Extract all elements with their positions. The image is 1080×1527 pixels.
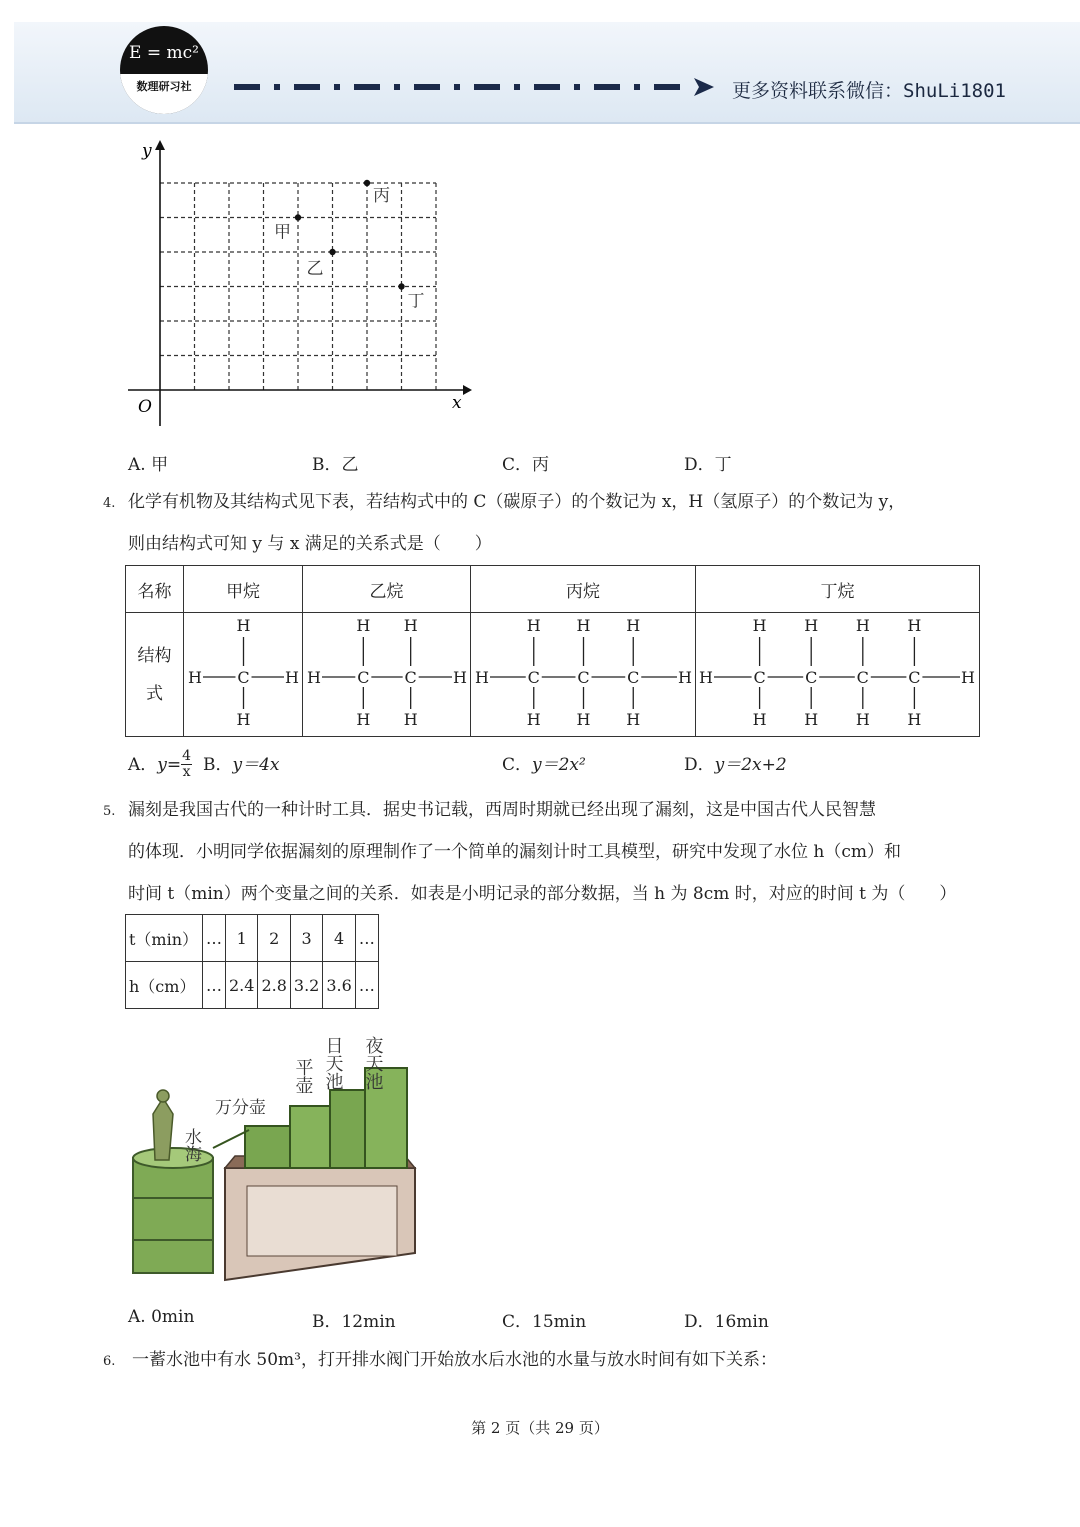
- data-point: [295, 214, 301, 220]
- hydrogen-atom: H: [753, 710, 768, 729]
- header-ethane: 乙烷: [303, 566, 471, 613]
- table-cell: t（min）: [126, 915, 203, 962]
- clepsydra-illustration: [125, 1018, 425, 1286]
- carbon-atom: C: [908, 668, 922, 687]
- hydrogen-atom: H: [625, 710, 640, 729]
- table-cell: 4: [323, 915, 355, 962]
- data-point: [329, 249, 335, 255]
- table-cell: …: [203, 962, 226, 1009]
- label-flat-pot: 平壶: [292, 1058, 314, 1094]
- hydrogen-atom: H: [753, 616, 768, 635]
- q5-text-line3: 时间 t（min）两个变量之间的关系．如表是小明记录的部分数据，当 h 为 8cm 时，对应的时间 t 为（ ）: [128, 884, 957, 904]
- page-footer: 第 2 页（共 29 页）: [471, 1419, 609, 1437]
- q4-option-c-label: C．: [502, 755, 533, 775]
- hydrogen-atom: H: [284, 668, 299, 687]
- carbon-atom: C: [356, 668, 369, 687]
- logo-formula: E = mc²: [129, 43, 199, 63]
- q4-text-line1: 化学有机物及其结构式见下表，若结构式中的 C（碳原子）的个数记为 x，H（氢原子）的个数记为 y，: [128, 492, 906, 512]
- hydrogen-atom: H: [403, 710, 418, 729]
- q4-option-b[interactable]: [203, 750, 280, 775]
- fraction-numerator: 4: [182, 748, 192, 764]
- q4-option-c[interactable]: [502, 750, 586, 775]
- origin-label: O: [138, 397, 152, 417]
- x-axis-arrow: [463, 385, 472, 395]
- q5-number: 5.: [103, 804, 116, 819]
- hydrogen-atom: H: [452, 668, 467, 687]
- structure-label-1: 结构: [137, 645, 172, 666]
- label-night-pool: 夜天池: [362, 1036, 384, 1090]
- carbon-atom: C: [857, 668, 870, 687]
- hydrogen-atom: H: [236, 710, 251, 729]
- table-cell: …: [203, 915, 226, 962]
- header-methane: 甲烷: [184, 566, 303, 613]
- coordinate-chart: [118, 136, 478, 426]
- point-label: 乙: [306, 259, 324, 279]
- q4-text-line2: 则由结构式可知 y 与 x 满足的关系式是（ ）: [128, 534, 492, 554]
- table-cell: 3: [290, 915, 322, 962]
- table-cell: 2: [258, 915, 290, 962]
- point-label: 甲: [274, 222, 291, 243]
- table-cell: 1: [226, 915, 258, 962]
- hydrogen-atom: H: [576, 616, 590, 635]
- fraction-denominator: x: [182, 764, 191, 780]
- q5-text-line2: 的体现．小明同学依据漏刻的原理制作了一个简单的漏刻计时工具模型，研究中发现了水位 h（cm）和: [128, 842, 901, 862]
- hydrogen-atom: H: [355, 710, 370, 729]
- q5-text-line1: 漏刻是我国古代的一种计时工具．据史书记载，西周时期就已经出现了漏刻，这是中国古代人民智慧: [128, 800, 876, 820]
- chart-svg: [118, 136, 478, 426]
- q4-option-d[interactable]: [684, 750, 787, 775]
- q6-number: 6.: [103, 1354, 116, 1369]
- table-cell: 3.2: [290, 962, 322, 1009]
- butane-structure: [695, 613, 979, 737]
- table-cell: h（cm）: [126, 962, 203, 1009]
- hydrogen-atom: H: [306, 668, 321, 687]
- table-cell: 2.4: [226, 962, 258, 1009]
- data-point: [364, 180, 370, 186]
- q4-option-b-label: B．: [203, 755, 233, 775]
- q4-option-d-label: D．: [684, 755, 715, 775]
- hydrogen-atom: H: [856, 616, 871, 635]
- table-cell: …: [355, 915, 378, 962]
- structure-label-2: 式: [146, 683, 164, 704]
- q3-option-c[interactable]: C．丙: [502, 455, 550, 475]
- dashed-divider: [234, 82, 704, 92]
- logo-subtitle: 数理研习社: [120, 74, 208, 114]
- hydrogen-atom: H: [961, 668, 976, 687]
- logo: [120, 26, 208, 114]
- table-row: [126, 915, 379, 962]
- fraction: [181, 749, 192, 780]
- carbon-atom: C: [626, 668, 639, 687]
- carbon-atom: C: [805, 668, 818, 687]
- clepsydra-drawing: [125, 1018, 425, 1286]
- label-water-sea: 水海: [181, 1128, 201, 1162]
- grid-lines: [160, 183, 436, 390]
- page-header: [14, 22, 1080, 124]
- hydrogen-atom: H: [526, 710, 541, 729]
- hydrogen-atom: H: [804, 710, 819, 729]
- arrow-icon: [692, 76, 716, 98]
- q5-option-b[interactable]: B．12min: [312, 1312, 396, 1332]
- hydrogen-atom: H: [907, 616, 922, 635]
- q4-option-a-label: A．: [128, 755, 158, 775]
- q3-option-a[interactable]: A. 甲: [128, 455, 169, 475]
- data-point: [398, 283, 404, 289]
- hydrogen-atom: H: [474, 668, 489, 687]
- carbon-atom: C: [527, 668, 540, 687]
- q4-option-c-expr: y＝2x²: [532, 755, 586, 775]
- q3-option-b[interactable]: B．乙: [312, 455, 359, 475]
- carbon-atom: C: [236, 668, 250, 687]
- header-propane: 丙烷: [471, 566, 696, 613]
- hydrogen-atom: H: [355, 616, 370, 635]
- table-cell: …: [355, 962, 378, 1009]
- hydrogen-atom: H: [236, 616, 251, 635]
- carbon-atom: C: [576, 668, 590, 687]
- table-row: [126, 962, 379, 1009]
- q4-option-a[interactable]: [128, 750, 192, 781]
- hydrogen-atom: H: [625, 616, 640, 635]
- q4-number: 4.: [103, 496, 116, 511]
- q5-option-d[interactable]: D．16min: [684, 1312, 769, 1332]
- point-label: 丁: [407, 291, 425, 312]
- hydrogen-atom: H: [187, 668, 202, 687]
- hydrogen-atom: H: [856, 710, 871, 729]
- carbon-atom: C: [753, 668, 767, 687]
- carbon-atom: C: [404, 668, 417, 687]
- q6-text-line1: 一蓄水池中有水 50m³，打开排水阀门开始放水后水池的水量与放水时间有如下关系：: [132, 1350, 777, 1370]
- header-name: 名称: [126, 566, 184, 613]
- q4-option-a-expr: y=: [157, 755, 182, 775]
- table-cell: 2.8: [258, 962, 290, 1009]
- header-butane: 丁烷: [695, 566, 979, 613]
- contact-text: 更多资料联系微信：ShuLi1801: [732, 80, 1006, 102]
- x-axis-label: x: [452, 393, 462, 413]
- y-axis-arrow: [155, 140, 165, 150]
- alkane-table: [125, 565, 980, 737]
- hydrogen-atom: H: [699, 668, 714, 687]
- q5-option-a[interactable]: A. 0min: [128, 1307, 195, 1327]
- water-level-table: [125, 914, 379, 1009]
- table-cell: 3.6: [323, 962, 355, 1009]
- q4-option-b-expr: y＝4x: [232, 755, 280, 775]
- point-label: 丙: [373, 186, 390, 206]
- label-day-pool: 日天池: [322, 1036, 344, 1090]
- q5-option-c[interactable]: C．15min: [502, 1312, 587, 1332]
- hydrogen-atom: H: [907, 710, 922, 729]
- propane-structure: [471, 613, 696, 737]
- ethane-structure: [303, 613, 471, 737]
- hydrogen-atom: H: [403, 616, 418, 635]
- methane-structure: [184, 613, 303, 737]
- label-ten-thousand-pot: 万分壶: [215, 1098, 266, 1118]
- y-axis-label: y: [142, 141, 152, 161]
- hydrogen-atom: H: [804, 616, 819, 635]
- q3-option-d[interactable]: D．丁: [684, 455, 732, 475]
- hydrogen-atom: H: [677, 668, 692, 687]
- hydrogen-atom: H: [576, 710, 590, 729]
- hydrogen-atom: H: [526, 616, 541, 635]
- structure-label-cell: [126, 613, 184, 737]
- q4-option-d-expr: y＝2x+2: [714, 755, 787, 775]
